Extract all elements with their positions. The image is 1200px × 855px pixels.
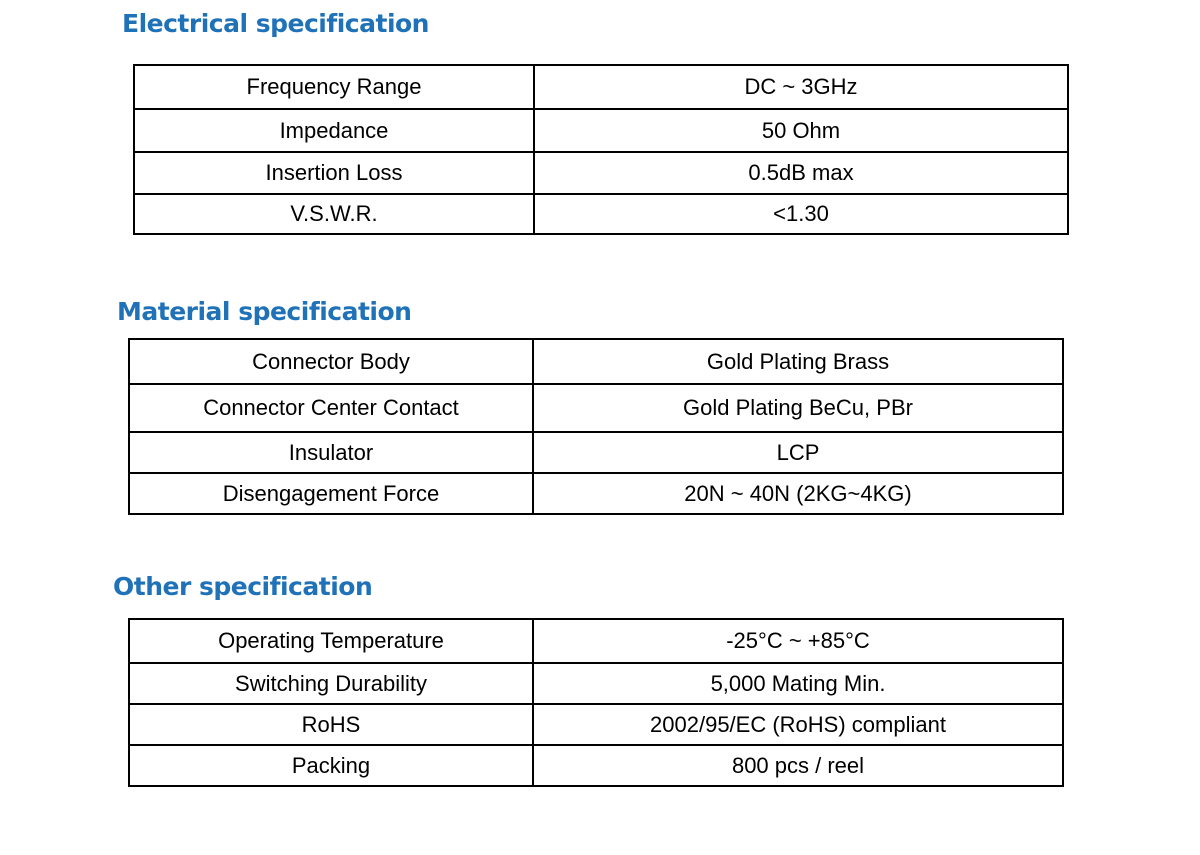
spec-value: Gold Plating BeCu, PBr [533, 384, 1063, 432]
spec-label: V.S.W.R. [134, 194, 534, 234]
spec-value: 2002/95/EC (RoHS) compliant [533, 704, 1063, 745]
spec-label: Connector Body [129, 339, 533, 384]
spec-value: DC ~ 3GHz [534, 65, 1068, 109]
spec-label: Switching Durability [129, 663, 533, 704]
table-row [134, 194, 1068, 234]
spec-value: Gold Plating Brass [533, 339, 1063, 384]
spec-value: <1.30 [534, 194, 1068, 234]
spec-value: -25°C ~ +85°C [533, 619, 1063, 663]
table-row [129, 339, 1063, 384]
material-specification-heading: Material specification [117, 297, 412, 326]
table-row [129, 663, 1063, 704]
table-row [134, 109, 1068, 152]
spec-value: 50 Ohm [534, 109, 1068, 152]
electrical-specification-heading: Electrical specification [122, 9, 429, 38]
table-row [134, 152, 1068, 194]
other-specification-heading: Other specification [113, 572, 373, 601]
spec-label: Operating Temperature [129, 619, 533, 663]
spec-label: Frequency Range [134, 65, 534, 109]
spec-label: Disengagement Force [129, 473, 533, 514]
spec-label: Insulator [129, 432, 533, 473]
table-row [129, 473, 1063, 514]
spec-value: LCP [533, 432, 1063, 473]
spec-value: 20N ~ 40N (2KG~4KG) [533, 473, 1063, 514]
electrical-specification-table [133, 64, 1069, 235]
spec-label: Insertion Loss [134, 152, 534, 194]
spec-value: 0.5dB max [534, 152, 1068, 194]
table-row [129, 745, 1063, 786]
other-specification-table [128, 618, 1064, 787]
spec-value: 5,000 Mating Min. [533, 663, 1063, 704]
table-row [134, 65, 1068, 109]
table-row [129, 704, 1063, 745]
table-row [129, 432, 1063, 473]
spec-label: Connector Center Contact [129, 384, 533, 432]
spec-label: Packing [129, 745, 533, 786]
material-specification-table [128, 338, 1064, 515]
spec-label: RoHS [129, 704, 533, 745]
table-row [129, 384, 1063, 432]
spec-label: Impedance [134, 109, 534, 152]
spec-value: 800 pcs / reel [533, 745, 1063, 786]
table-row [129, 619, 1063, 663]
